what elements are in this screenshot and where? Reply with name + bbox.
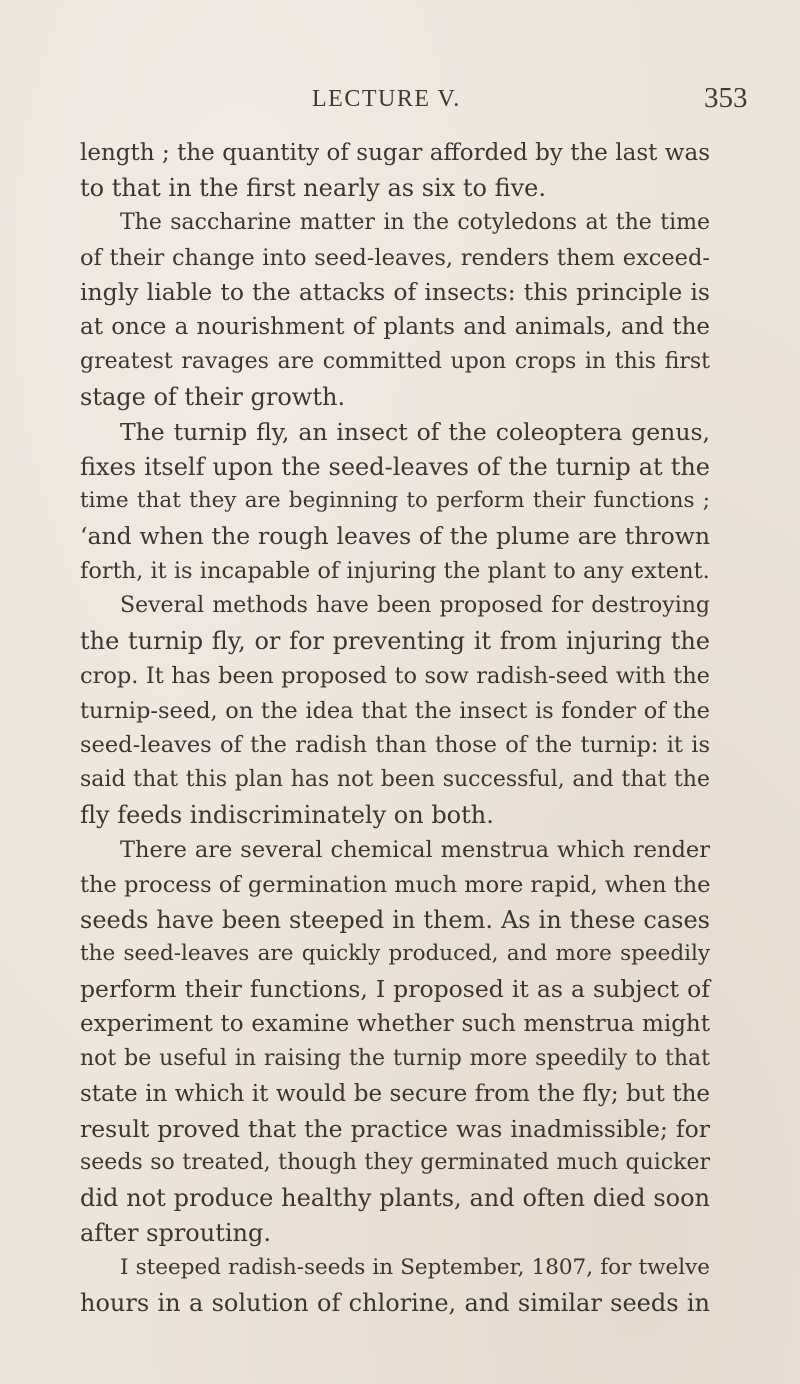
running-head-title: LECTURE V. xyxy=(312,86,461,112)
text-line: the seed-leaves are quickly produced, and more speedily xyxy=(80,941,710,967)
text-line: forth, it is incapable of injuring the plant to any extent. xyxy=(80,558,710,585)
text-line: said that this plan has not been successful, and that the xyxy=(80,767,710,793)
page-number: 353 xyxy=(704,82,748,114)
text-line: seed-leaves of the radish than those of the turnip: it is xyxy=(80,732,710,759)
text-line: I steeped radish-seeds in September, 1807, for twelve xyxy=(120,1255,710,1280)
text-line: not be useful in raising the turnip more speedily to that xyxy=(80,1045,710,1071)
text-line: The turnip fly, an insect of the coleoptera genus, xyxy=(120,417,710,446)
text-line: at once a nourishment of plants and animals, and the xyxy=(80,314,710,341)
text-line: time that they are beginning to perform their functions ; xyxy=(80,488,710,514)
text-line: perform their functions, I proposed it as a subject of xyxy=(80,975,710,1004)
text-line: turnip-seed, on the idea that the insect is fonder of the xyxy=(80,697,710,724)
running-head xyxy=(0,78,800,114)
text-line: hours in a solution of chlorine, and similar seeds in xyxy=(80,1288,710,1317)
text-line: did not produce healthy plants, and often died soon xyxy=(80,1184,710,1213)
text-line: experiment to examine whether such menstrua might xyxy=(80,1011,710,1038)
text-line: fixes itself upon the seed-leaves of the turnip at the xyxy=(80,452,710,481)
text-line: Several methods have been proposed for destroying xyxy=(120,592,710,618)
text-line: the turnip fly, or for preventing it from injuring the xyxy=(80,626,710,655)
body-text xyxy=(80,136,710,1321)
text-line: seeds so treated, though they germinated much quicker xyxy=(80,1150,710,1176)
text-line: length ; the quantity of sugar afforded by the last was xyxy=(80,140,710,166)
text-line: The saccharine matter in the cotyledons at the time xyxy=(120,209,710,235)
text-line: to that in the first nearly as six to five. xyxy=(80,173,547,202)
text-line: after sprouting. xyxy=(80,1219,271,1248)
text-line: of their change into seed-leaves, renders them exceed- xyxy=(80,244,710,271)
text-line: greatest ravages are committed upon crops in this first xyxy=(80,349,710,375)
text-line: result proved that the practice was inadmissible; for xyxy=(80,1114,710,1143)
text-line: ingly liable to the attacks of insects: this principle is xyxy=(80,278,710,307)
text-line: seeds have been steeped in them. As in these cases xyxy=(80,905,710,934)
text-line: fly feeds indiscriminately on both. xyxy=(80,801,494,830)
text-line: ‘and when the rough leaves of the plume are thrown xyxy=(80,522,710,551)
text-line: There are several chemical menstrua which render xyxy=(120,836,710,863)
text-line: crop. It has been proposed to sow radish-seed with the xyxy=(80,662,710,689)
text-line: stage of their growth. xyxy=(80,382,346,411)
text-line: state in which it would be secure from the fly; but the xyxy=(80,1080,710,1107)
text-line: the process of germination much more rapid, when the xyxy=(80,871,711,898)
